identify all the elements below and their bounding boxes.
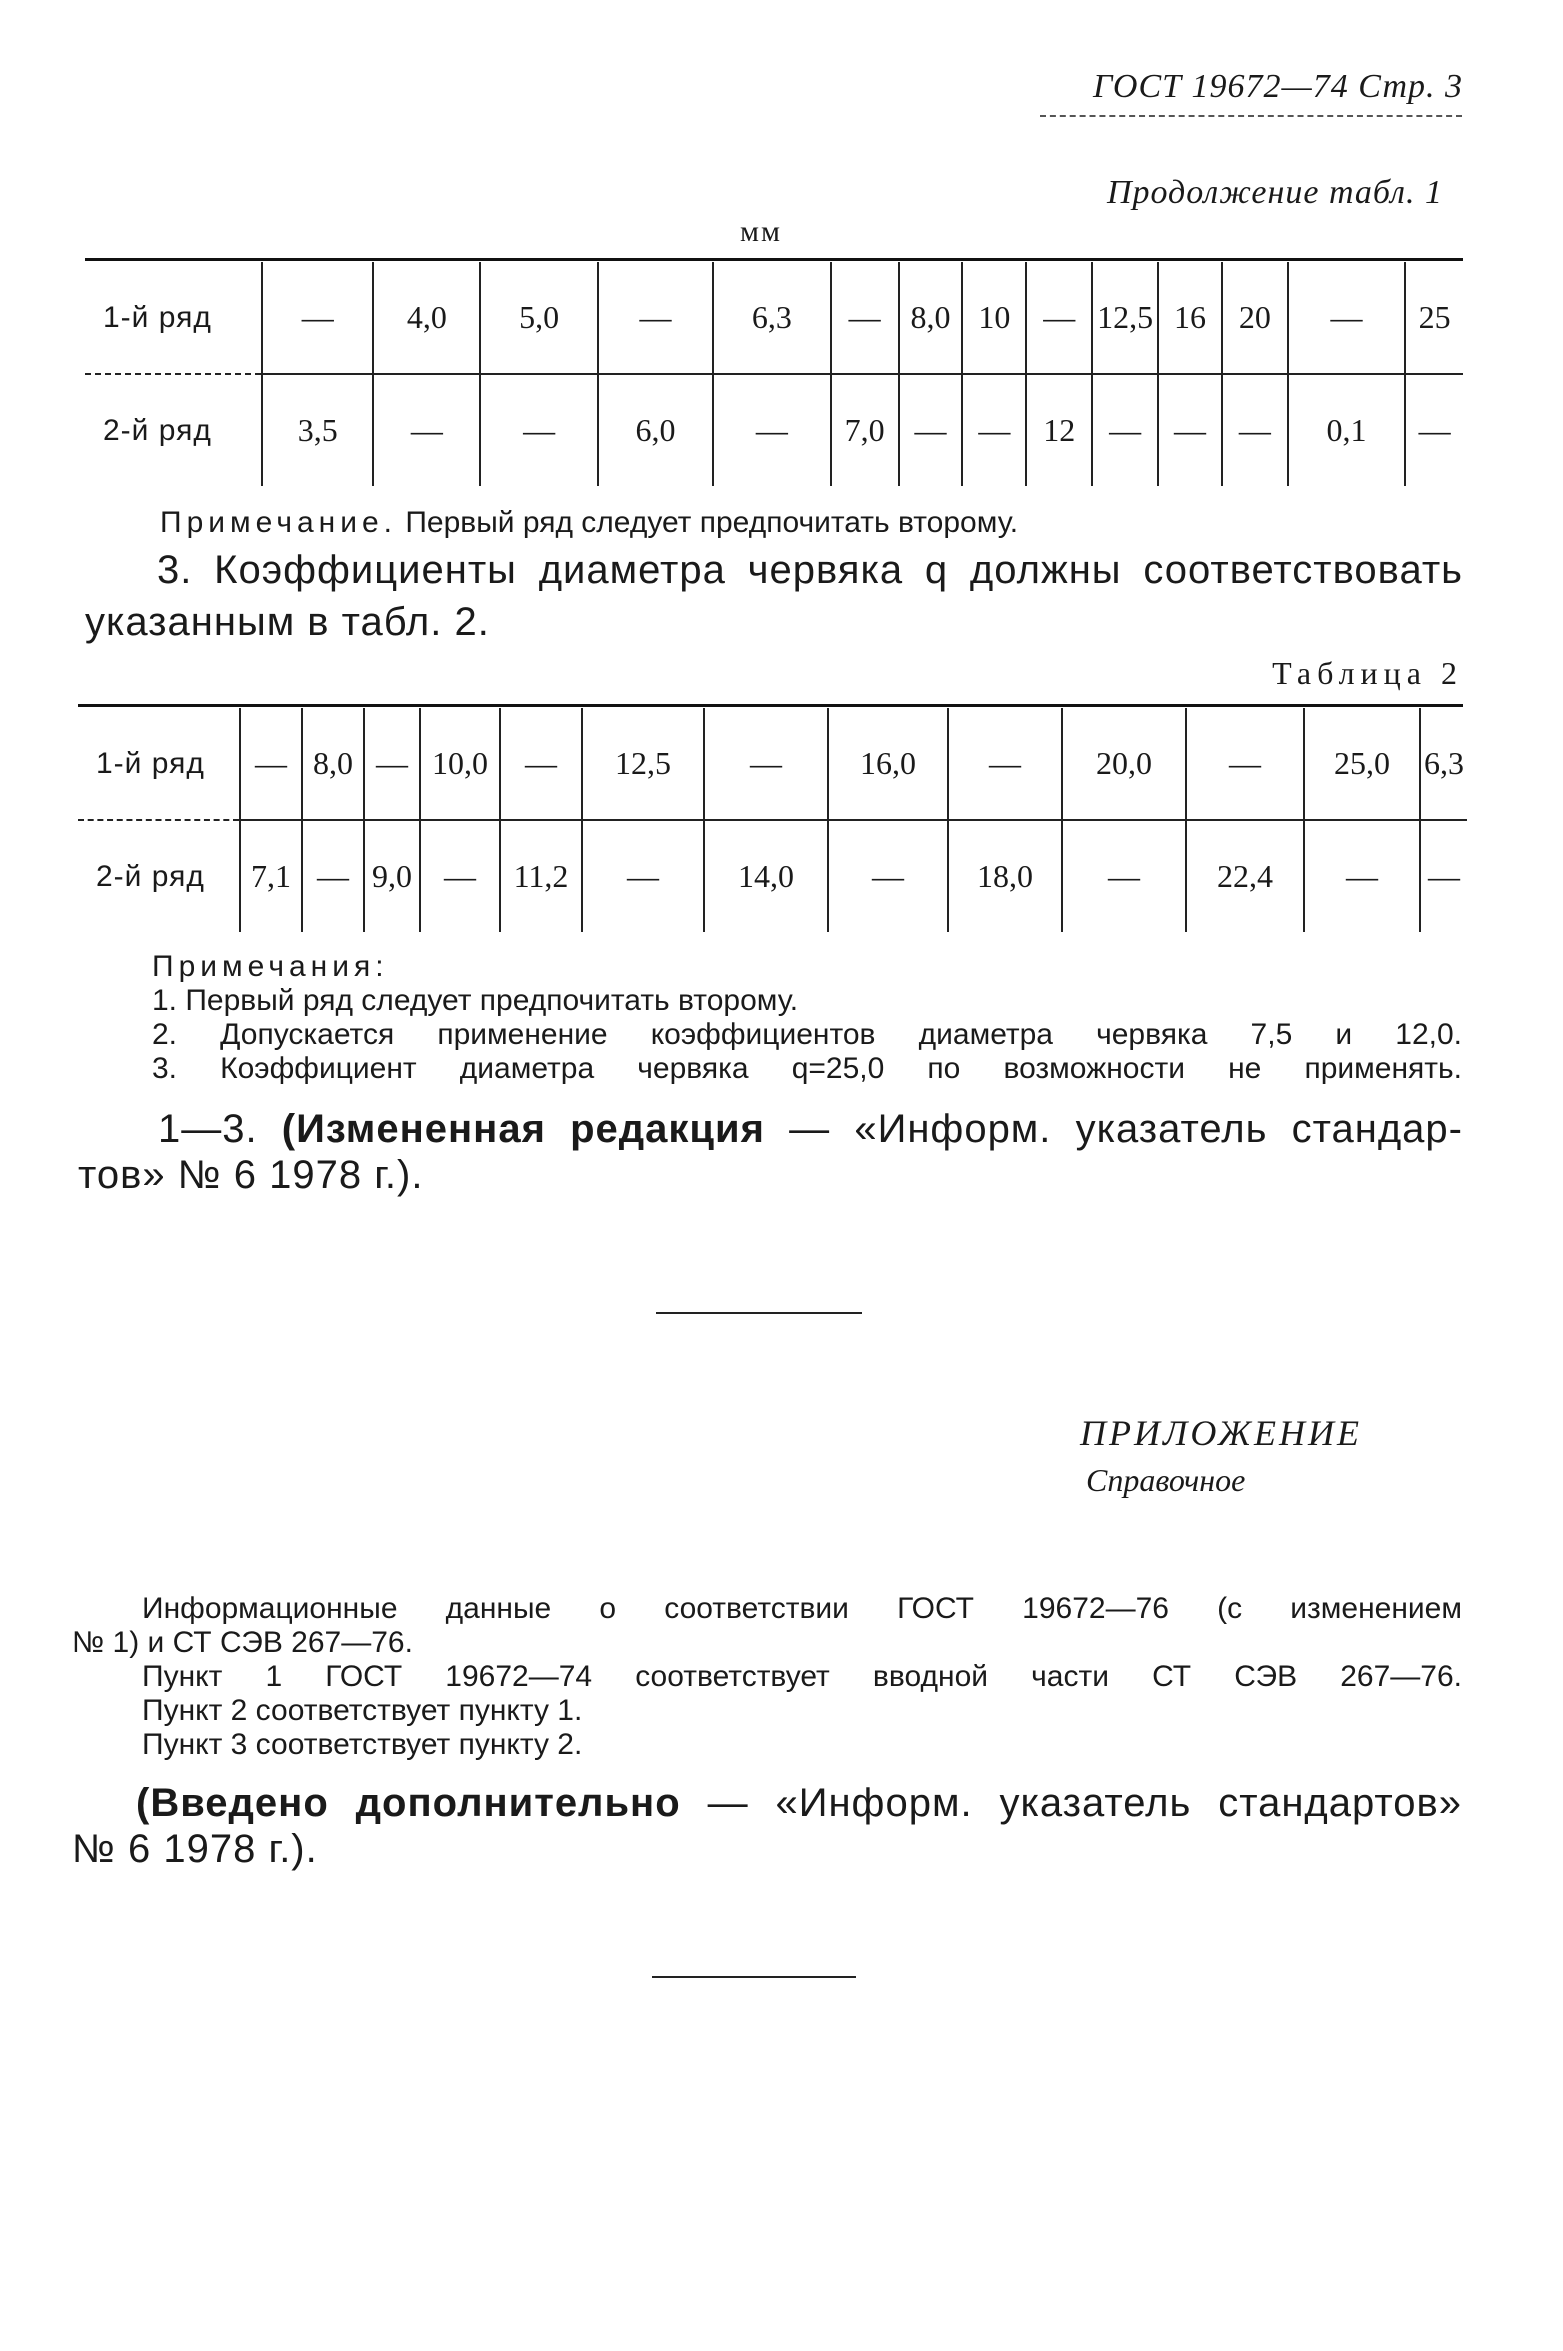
row-label: 1-й ряд	[85, 262, 262, 374]
table-cell: 8,0	[302, 708, 364, 820]
appendix-p4: Пункт 3 соответствует пункту 2.	[142, 1728, 583, 1761]
table-cell: 7,0	[831, 374, 899, 486]
table-cell: —	[1186, 708, 1304, 820]
table-cell: —	[373, 374, 480, 486]
appendix-p1-line-1: Информационные данные о соответствии ГОСТ 19672—76 (с изменением	[142, 1592, 1462, 1625]
table-cell: 6,3	[1420, 708, 1467, 820]
table-cell: —	[302, 820, 364, 932]
header-rule	[1040, 115, 1462, 117]
table-cell: —	[1092, 374, 1158, 486]
table-cell: 12	[1026, 374, 1092, 486]
row-label: 2-й ряд	[96, 859, 205, 893]
table-cell: 8,0	[899, 262, 963, 374]
table-cell: 6,0	[598, 374, 713, 486]
table-cell: 25	[1405, 262, 1463, 374]
table-cell: —	[899, 374, 963, 486]
table1-row-2	[85, 374, 1463, 486]
appendix-p1-line-2: № 1) и СТ СЭВ 267—76.	[72, 1626, 413, 1659]
table-cell: —	[598, 262, 713, 374]
table-cell: —	[962, 374, 1026, 486]
table-cell: 11,2	[500, 820, 582, 932]
table-cell: —	[1062, 820, 1186, 932]
table-cell: —	[1158, 374, 1222, 486]
table-cell: 9,0	[364, 820, 420, 932]
added-line-2: № 6 1978 г.).	[72, 1827, 318, 1871]
table-cell: 5,0	[480, 262, 597, 374]
note-3: 3. Коэффициент диаметра червяка q=25,0 по возможности не применять.	[152, 1052, 1462, 1085]
table-cell: 16,0	[828, 708, 948, 820]
table-cell: —	[1420, 820, 1467, 932]
added-note	[72, 1780, 1462, 1872]
table-cell: 20,0	[1062, 708, 1186, 820]
table-cell: 25,0	[1304, 708, 1420, 820]
item-3-line-2: указанным в табл. 2.	[85, 600, 490, 644]
row-label: 1-й ряд	[78, 708, 240, 820]
table-cell: —	[1304, 820, 1420, 932]
appendix-subtitle: Справочное	[1086, 1462, 1246, 1498]
table-cell: —	[828, 820, 948, 932]
table-cell: —	[831, 262, 899, 374]
table-cell: 22,4	[1186, 820, 1304, 932]
table1-note	[160, 506, 1018, 540]
table1-continuation-label: Продолжение табл. 1	[1106, 174, 1443, 211]
row-label: 2-й ряд	[103, 413, 212, 447]
separator-rule-bottom	[652, 1976, 856, 1978]
table-cell: —	[948, 708, 1062, 820]
revision-line-2: тов» № 6 1978 г.).	[78, 1153, 424, 1197]
appendix-p2: Пункт 1 ГОСТ 19672—74 соответствует вводной части СТ СЭВ 267—76.	[142, 1660, 1462, 1693]
table-cell: —	[420, 820, 500, 932]
table-cell: 3,5	[262, 374, 373, 486]
table-cell: 10,0	[420, 708, 500, 820]
table1-top-rule	[85, 258, 1463, 261]
separator-rule	[656, 1312, 862, 1314]
table2	[78, 708, 1467, 932]
note-text: Первый ряд следует предпочитать второму.	[405, 506, 1019, 539]
added-line-1: (Введено дополнительно — «Информ. указатель стандартов»	[136, 1781, 1462, 1825]
table-cell: 10	[962, 262, 1026, 374]
table-cell: 12,5	[582, 708, 704, 820]
table1-row-1	[85, 262, 1463, 374]
table2-row-1	[78, 708, 1467, 820]
table-cell: —	[240, 708, 302, 820]
table-cell: —	[262, 262, 373, 374]
table-cell: 16	[1158, 262, 1222, 374]
table-cell: —	[582, 820, 704, 932]
table-cell: 7,1	[240, 820, 302, 932]
table-cell: —	[364, 708, 420, 820]
item-3-line-1: 3. Коэффициенты диаметра червяка q должны соответствовать	[157, 548, 1463, 592]
table2-notes	[152, 950, 1462, 1086]
table-cell: 4,0	[373, 262, 480, 374]
table-cell: —	[500, 708, 582, 820]
table-cell: —	[480, 374, 597, 486]
note-label: Примечание.	[160, 506, 397, 539]
table2-row-2	[78, 820, 1467, 932]
table-cell: 6,3	[713, 262, 830, 374]
item-3-paragraph	[85, 544, 1463, 648]
table-cell: —	[1288, 262, 1405, 374]
appendix-title: ПРИЛОЖЕНИЕ	[1080, 1413, 1362, 1453]
table-cell: —	[704, 708, 828, 820]
table-cell: 20	[1222, 262, 1288, 374]
table-cell: —	[1405, 374, 1463, 486]
note-1: 1. Первый ряд следует предпочитать второму.	[152, 984, 799, 1017]
table1-unit: мм	[740, 215, 782, 248]
note-2: 2. Допускается применение коэффициентов диаметра червяка 7,5 и 12,0.	[152, 1018, 1462, 1051]
table2-top-rule	[78, 704, 1463, 707]
table1	[85, 262, 1463, 486]
table-cell: 12,5	[1092, 262, 1158, 374]
table-cell: —	[713, 374, 830, 486]
table2-label: Таблица 2	[1272, 655, 1463, 691]
revision-note	[78, 1106, 1463, 1198]
page-header: ГОСТ 19672—74 Стр. 3	[1093, 68, 1463, 105]
revision-line-1: 1—3. (Измененная редакция — «Информ. указатель стандар-	[158, 1107, 1463, 1151]
notes-label: Примечания:	[152, 950, 389, 983]
appendix-p3: Пункт 2 соответствует пункту 1.	[142, 1694, 583, 1727]
appendix-body	[72, 1592, 1462, 1762]
table-cell: 18,0	[948, 820, 1062, 932]
table-cell: 0,1	[1288, 374, 1405, 486]
table-cell: —	[1222, 374, 1288, 486]
table-cell: 14,0	[704, 820, 828, 932]
table-cell: —	[1026, 262, 1092, 374]
